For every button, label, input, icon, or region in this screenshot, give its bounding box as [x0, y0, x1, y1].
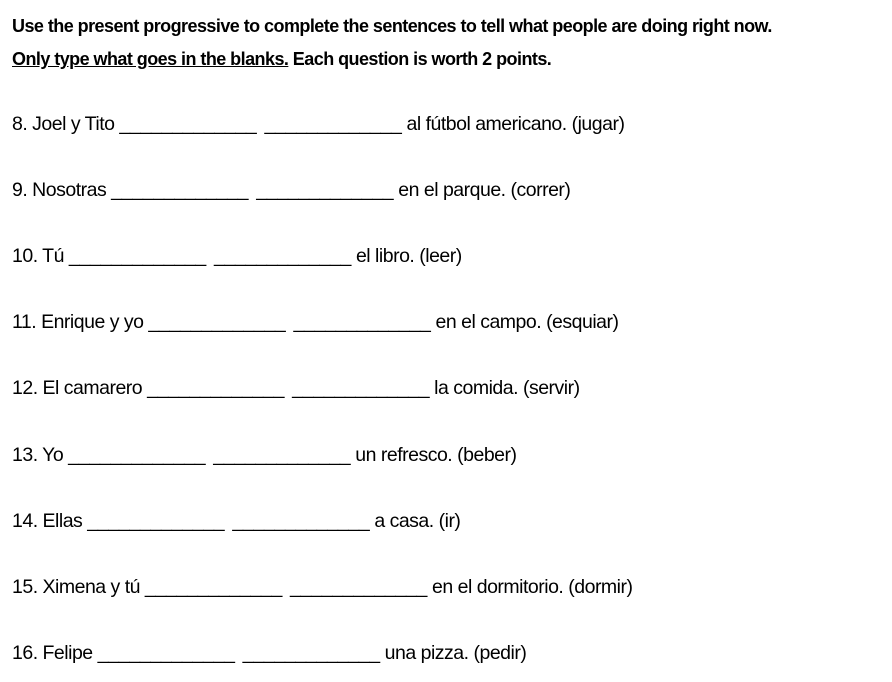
question-15	[12, 575, 633, 599]
question-14	[12, 509, 460, 533]
answer-blank-2[interactable]: _____________	[213, 245, 352, 267]
answer-blank-2[interactable]: _____________	[256, 179, 394, 201]
question-suffix: en el dormitorio. (dormir)	[427, 576, 633, 598]
question-prefix: 15. Ximena y tú	[12, 576, 145, 598]
answer-blank-1[interactable]: _____________	[111, 179, 249, 201]
answer-blank-2[interactable]: _____________	[242, 642, 380, 664]
answer-blank-1[interactable]: _____________	[68, 444, 206, 466]
answer-blank-2[interactable]: _____________	[293, 311, 431, 333]
question-suffix: en el parque. (correr)	[393, 179, 571, 201]
question-suffix: una pizza. (pedir)	[379, 642, 527, 664]
question-prefix: 13. Yo	[12, 444, 69, 466]
answer-blank-2[interactable]: _____________	[264, 113, 402, 135]
instructions-line-1: Use the present progressive to complete the sentences to tell what people are doing right now.	[12, 16, 772, 36]
question-suffix: la comida. (servir)	[429, 377, 580, 399]
question-suffix: el libro. (leer)	[351, 245, 462, 267]
answer-blank-1[interactable]: _____________	[87, 510, 225, 532]
question-prefix: 9. Nosotras	[12, 179, 112, 201]
answer-blank-2[interactable]: _____________	[292, 377, 430, 399]
answer-blank-1[interactable]: _____________	[68, 245, 206, 267]
answer-blank-1[interactable]: _____________	[147, 377, 285, 399]
question-prefix: 11. Enrique y yo	[12, 311, 149, 333]
question-suffix: a casa. (ir)	[369, 510, 461, 532]
answer-blank-2[interactable]: _____________	[213, 444, 351, 466]
question-13	[12, 443, 517, 467]
question-10	[12, 244, 462, 268]
question-suffix: en el campo. (esquiar)	[430, 311, 619, 333]
question-11	[12, 310, 619, 334]
question-suffix: un refresco. (beber)	[350, 444, 517, 466]
question-8	[12, 112, 624, 136]
question-9	[12, 178, 570, 202]
answer-blank-1[interactable]: _____________	[97, 642, 235, 664]
question-12	[12, 376, 580, 400]
question-prefix: 12. El camarero	[12, 377, 148, 399]
points-note: Each question is worth 2 points.	[288, 49, 552, 69]
question-16	[12, 641, 526, 665]
answer-blank-1[interactable]: _____________	[119, 113, 257, 135]
instructions	[12, 10, 888, 76]
question-prefix: 14. Ellas	[12, 510, 88, 532]
answer-blank-1[interactable]: _____________	[144, 576, 283, 598]
answer-blank-2[interactable]: _____________	[290, 576, 428, 598]
blanks-only-note: Only type what goes in the blanks.	[12, 49, 289, 69]
question-prefix: 8. Joel y Tito	[12, 113, 120, 135]
question-prefix: 16. Felipe	[12, 642, 98, 664]
instructions-line-2	[12, 43, 888, 76]
question-prefix: 10. Tú	[12, 245, 69, 267]
answer-blank-1[interactable]: _____________	[148, 311, 286, 333]
answer-blank-2[interactable]: _____________	[232, 510, 370, 532]
question-suffix: al fútbol americano. (jugar)	[401, 113, 625, 135]
